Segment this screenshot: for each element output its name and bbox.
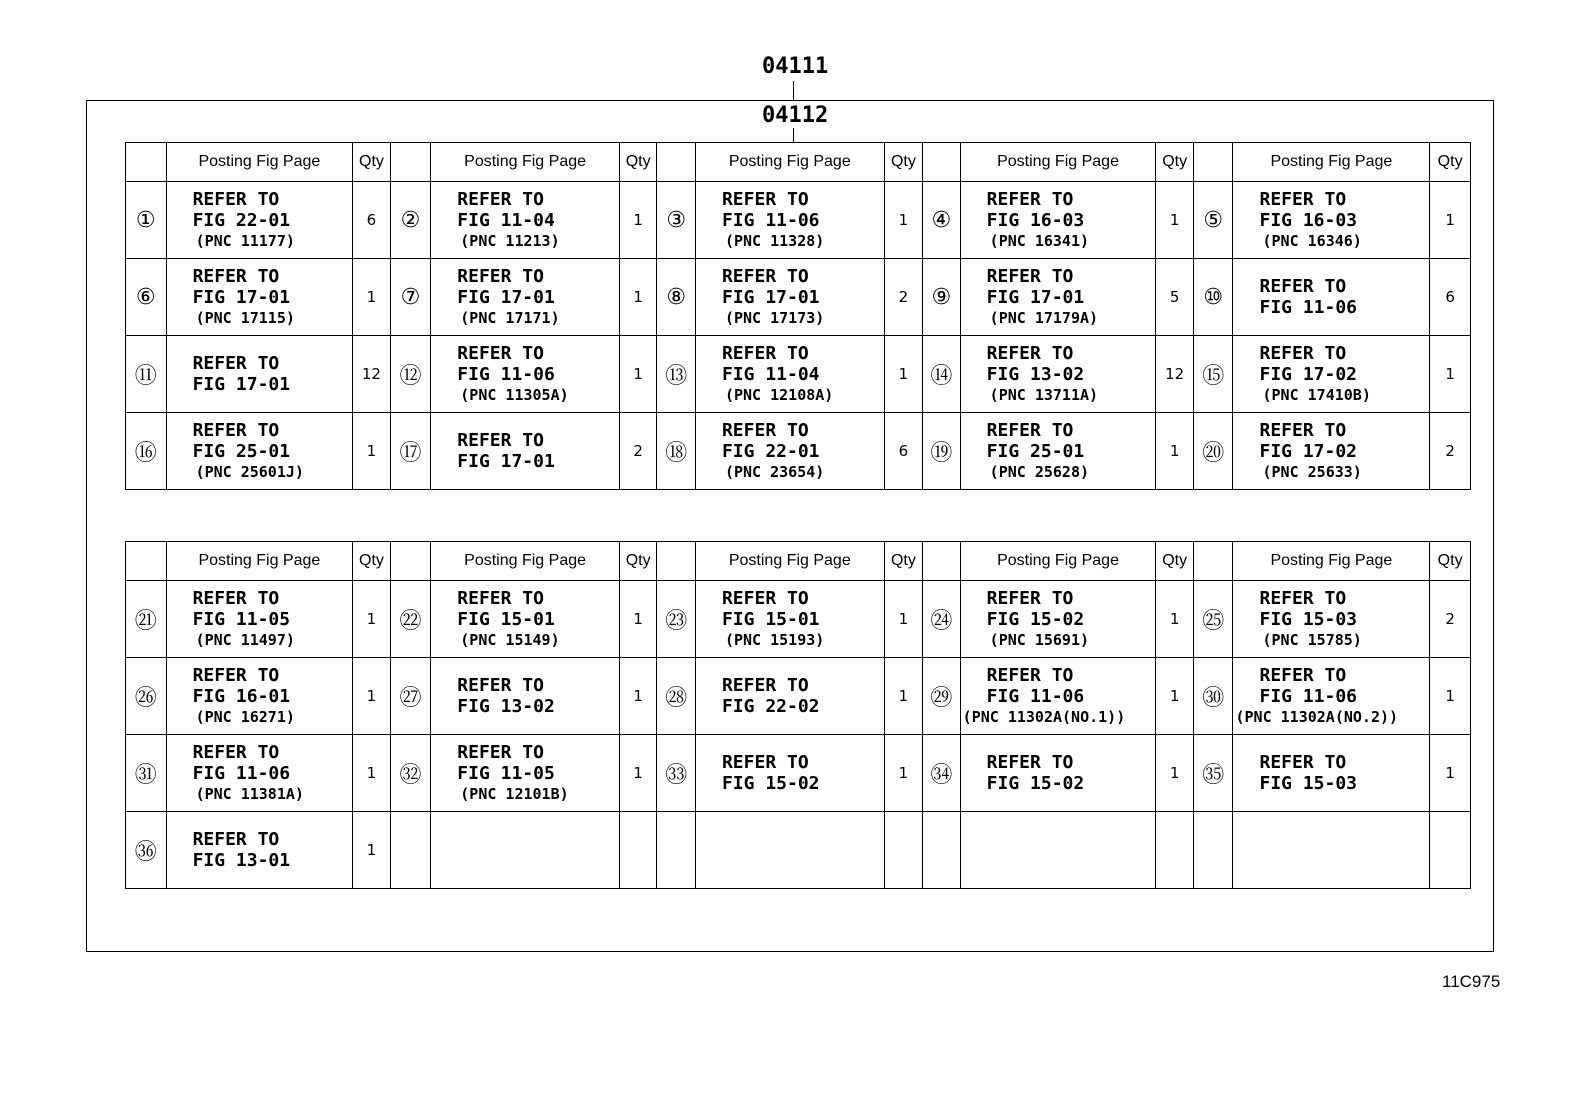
ref-number: ⑤ bbox=[1193, 182, 1233, 259]
refer-to-text: REFER TO bbox=[986, 266, 1074, 287]
qty-value: 5 bbox=[1156, 259, 1194, 336]
posting-fig-page bbox=[695, 259, 884, 336]
qty-value: 1 bbox=[619, 336, 657, 413]
table-row bbox=[126, 336, 1471, 413]
posting-fig-page bbox=[166, 581, 353, 658]
ref-number: ㉑ bbox=[126, 581, 167, 658]
fig-number: FIG 15-03 bbox=[1259, 609, 1358, 630]
header-ref-number bbox=[657, 143, 696, 182]
pnc-number: (PNC 16271) bbox=[195, 708, 295, 726]
pnc-number: (PNC 15691) bbox=[989, 631, 1090, 649]
leader-line-outer bbox=[793, 81, 794, 100]
ref-number: ㉔ bbox=[923, 581, 961, 658]
qty-value: 1 bbox=[1156, 413, 1194, 490]
posting-fig-page bbox=[166, 182, 353, 259]
ref-number: ㉚ bbox=[1193, 658, 1233, 735]
fig-number: FIG 17-02 bbox=[1259, 364, 1358, 385]
refer-to-text: REFER TO bbox=[192, 665, 280, 686]
fig-number: FIG 15-01 bbox=[721, 609, 820, 630]
header-ref-number bbox=[390, 542, 431, 581]
refer-to-text: REFER TO bbox=[721, 343, 809, 364]
refer-to-text: REFER TO bbox=[1259, 276, 1347, 297]
ref-number: ⑱ bbox=[657, 413, 696, 490]
header-posting-fig-page: Posting Fig Page bbox=[1233, 143, 1430, 182]
refer-to-text: REFER TO bbox=[1259, 752, 1347, 773]
refer-to-text: REFER TO bbox=[457, 343, 544, 364]
ref-number: ④ bbox=[923, 182, 961, 259]
ref-number bbox=[657, 812, 696, 889]
posting-fig-page bbox=[431, 413, 620, 490]
ref-number: ⑭ bbox=[923, 336, 961, 413]
fig-number: FIG 15-02 bbox=[986, 773, 1085, 794]
refer-to-text: REFER TO bbox=[986, 420, 1074, 441]
ref-number: ⑮ bbox=[1193, 336, 1233, 413]
fig-number: FIG 13-02 bbox=[986, 364, 1085, 385]
posting-fig-page bbox=[960, 581, 1156, 658]
ref-number: ⑨ bbox=[923, 259, 961, 336]
fig-number: FIG 11-06 bbox=[721, 210, 820, 231]
ref-number: ⑥ bbox=[126, 259, 167, 336]
ref-number: ㉞ bbox=[923, 735, 961, 812]
posting-fig-page bbox=[1233, 336, 1430, 413]
refer-to-text: REFER TO bbox=[1259, 665, 1347, 686]
refer-to-text: REFER TO bbox=[192, 353, 280, 374]
pnc-number: (PNC 11177) bbox=[195, 232, 295, 250]
ref-number: ㉒ bbox=[390, 581, 431, 658]
fig-number: FIG 15-02 bbox=[721, 773, 820, 794]
qty-value: 1 bbox=[1156, 735, 1194, 812]
fig-number: FIG 17-01 bbox=[457, 287, 555, 308]
header-posting-fig-page: Posting Fig Page bbox=[960, 143, 1156, 182]
pnc-number: (PNC 17171) bbox=[460, 309, 560, 327]
header-posting-fig-page: Posting Fig Page bbox=[166, 143, 353, 182]
fig-number: FIG 16-01 bbox=[192, 686, 291, 707]
qty-value: 1 bbox=[353, 735, 391, 812]
fig-number: FIG 16-03 bbox=[986, 210, 1085, 231]
ref-number: ⑩ bbox=[1193, 259, 1233, 336]
posting-fig-page bbox=[431, 658, 620, 735]
header-ref-number bbox=[1193, 143, 1233, 182]
refer-to-text: REFER TO bbox=[192, 189, 280, 210]
posting-fig-page bbox=[695, 182, 884, 259]
header-qty: Qty bbox=[1156, 542, 1194, 581]
header-qty: Qty bbox=[1156, 143, 1194, 182]
refer-to-text: REFER TO bbox=[986, 665, 1074, 686]
pnc-number: (PNC 23654) bbox=[724, 463, 825, 481]
table-row bbox=[126, 812, 1471, 889]
posting-fig-page bbox=[1233, 182, 1430, 259]
table-row bbox=[126, 581, 1471, 658]
refer-to-text: REFER TO bbox=[457, 266, 544, 287]
refer-to-text: REFER TO bbox=[721, 588, 809, 609]
qty-value: 1 bbox=[1430, 182, 1471, 259]
pnc-number: (PNC 11305A) bbox=[460, 386, 569, 404]
qty-value: 1 bbox=[1156, 658, 1194, 735]
ref-number: ⑧ bbox=[657, 259, 696, 336]
fig-number: FIG 11-06 bbox=[457, 364, 555, 385]
refer-to-text: REFER TO bbox=[192, 266, 280, 287]
posting-fig-page bbox=[960, 735, 1156, 812]
qty-value: 1 bbox=[619, 735, 657, 812]
header-qty: Qty bbox=[353, 542, 391, 581]
table-row bbox=[126, 413, 1471, 490]
posting-fig-page bbox=[431, 581, 620, 658]
pnc-number: (PNC 11302A(NO.2)) bbox=[1235, 708, 1399, 726]
refer-to-text: REFER TO bbox=[1259, 343, 1347, 364]
refer-to-text: REFER TO bbox=[986, 752, 1074, 773]
leader-line-inner bbox=[793, 128, 794, 142]
pnc-number: (PNC 25628) bbox=[989, 463, 1090, 481]
fig-number: FIG 17-01 bbox=[457, 451, 555, 472]
assembly-code-outer: 04111 bbox=[762, 54, 829, 79]
pnc-number: (PNC 12101B) bbox=[460, 785, 569, 803]
qty-value: 1 bbox=[353, 581, 391, 658]
ref-number: ㉟ bbox=[1193, 735, 1233, 812]
fig-number: FIG 25-01 bbox=[192, 441, 291, 462]
posting-fig-page bbox=[1233, 658, 1430, 735]
qty-value: 6 bbox=[884, 413, 923, 490]
posting-fig-page bbox=[431, 735, 620, 812]
posting-fig-page bbox=[431, 336, 620, 413]
posting-fig-page bbox=[960, 336, 1156, 413]
refer-to-text: REFER TO bbox=[192, 829, 280, 850]
posting-fig-page bbox=[166, 735, 353, 812]
posting-fig-page bbox=[695, 812, 884, 889]
qty-value: 1 bbox=[1430, 735, 1471, 812]
ref-number: ① bbox=[126, 182, 167, 259]
posting-fig-page bbox=[1233, 413, 1430, 490]
ref-number: ㉘ bbox=[657, 658, 696, 735]
fig-number: FIG 17-01 bbox=[192, 287, 291, 308]
ref-number: ② bbox=[390, 182, 431, 259]
ref-number: ㉓ bbox=[657, 581, 696, 658]
header-ref-number bbox=[126, 542, 167, 581]
fig-number: FIG 11-04 bbox=[721, 364, 820, 385]
pnc-number: (PNC 17173) bbox=[724, 309, 825, 327]
fig-number: FIG 25-01 bbox=[986, 441, 1085, 462]
qty-value: 1 bbox=[619, 182, 657, 259]
posting-fig-page bbox=[1233, 259, 1430, 336]
qty-value: 6 bbox=[1430, 259, 1471, 336]
header-qty: Qty bbox=[619, 143, 657, 182]
header-ref-number bbox=[657, 542, 696, 581]
pnc-number: (PNC 15193) bbox=[724, 631, 825, 649]
qty-value: 1 bbox=[619, 581, 657, 658]
ref-number: ⑯ bbox=[126, 413, 167, 490]
fig-number: FIG 17-02 bbox=[1259, 441, 1358, 462]
fig-number: FIG 22-01 bbox=[192, 210, 291, 231]
ref-number: ⑦ bbox=[390, 259, 431, 336]
ref-number: ③ bbox=[657, 182, 696, 259]
fig-number: FIG 15-03 bbox=[1259, 773, 1358, 794]
posting-fig-page bbox=[695, 581, 884, 658]
ref-number bbox=[390, 812, 431, 889]
fig-number: FIG 15-02 bbox=[986, 609, 1085, 630]
refer-to-text: REFER TO bbox=[1259, 588, 1347, 609]
pnc-number: (PNC 17115) bbox=[195, 309, 295, 327]
ref-number: ㉜ bbox=[390, 735, 431, 812]
header-posting-fig-page: Posting Fig Page bbox=[695, 143, 884, 182]
pnc-number: (PNC 16346) bbox=[1262, 232, 1362, 250]
pnc-number: (PNC 11213) bbox=[460, 232, 560, 250]
header-posting-fig-page: Posting Fig Page bbox=[695, 542, 884, 581]
qty-value: 1 bbox=[353, 812, 391, 889]
fig-number: FIG 22-01 bbox=[721, 441, 820, 462]
refer-to-text: REFER TO bbox=[457, 588, 544, 609]
posting-fig-page bbox=[166, 259, 353, 336]
header-posting-fig-page: Posting Fig Page bbox=[431, 542, 620, 581]
header-ref-number bbox=[390, 143, 431, 182]
refer-to-text: REFER TO bbox=[986, 189, 1074, 210]
posting-fig-page bbox=[431, 182, 620, 259]
posting-fig-page bbox=[960, 658, 1156, 735]
refer-to-text: REFER TO bbox=[457, 675, 544, 696]
header-ref-number bbox=[923, 542, 961, 581]
header-qty: Qty bbox=[1430, 143, 1471, 182]
header-ref-number bbox=[1193, 542, 1233, 581]
posting-fig-page bbox=[431, 812, 620, 889]
fig-number: FIG 13-01 bbox=[192, 850, 291, 871]
ref-number: ㉝ bbox=[657, 735, 696, 812]
posting-fig-page bbox=[166, 812, 353, 889]
pnc-number: (PNC 25601J) bbox=[195, 463, 304, 481]
pnc-number: (PNC 25633) bbox=[1262, 463, 1362, 481]
fig-number: FIG 17-01 bbox=[721, 287, 820, 308]
refer-to-text: REFER TO bbox=[457, 430, 544, 451]
ref-number: ⑰ bbox=[390, 413, 431, 490]
fig-number: FIG 11-06 bbox=[1259, 686, 1358, 707]
ref-number: ⑪ bbox=[126, 336, 167, 413]
qty-value: 1 bbox=[619, 658, 657, 735]
qty-value: 1 bbox=[1430, 658, 1471, 735]
posting-fig-page bbox=[695, 735, 884, 812]
fig-number: FIG 11-05 bbox=[192, 609, 291, 630]
posting-fig-page bbox=[431, 259, 620, 336]
qty-value bbox=[1430, 812, 1471, 889]
header-qty: Qty bbox=[353, 143, 391, 182]
refer-to-text: REFER TO bbox=[721, 189, 809, 210]
qty-value: 1 bbox=[884, 581, 923, 658]
header-ref-number bbox=[126, 143, 167, 182]
posting-fig-page bbox=[1233, 735, 1430, 812]
ref-number: ⑳ bbox=[1193, 413, 1233, 490]
pnc-number: (PNC 12108A) bbox=[724, 386, 834, 404]
pnc-number: (PNC 11497) bbox=[195, 631, 295, 649]
pnc-number: (PNC 15785) bbox=[1262, 631, 1362, 649]
header-posting-fig-page: Posting Fig Page bbox=[960, 542, 1156, 581]
fig-number: FIG 16-03 bbox=[1259, 210, 1358, 231]
table-row bbox=[126, 259, 1471, 336]
posting-fig-page bbox=[166, 336, 353, 413]
pnc-number: (PNC 17410B) bbox=[1262, 386, 1371, 404]
refer-to-text: REFER TO bbox=[192, 420, 280, 441]
pnc-number: (PNC 11328) bbox=[724, 232, 825, 250]
pnc-number: (PNC 15149) bbox=[460, 631, 560, 649]
header-posting-fig-page: Posting Fig Page bbox=[1233, 542, 1430, 581]
qty-value: 1 bbox=[353, 259, 391, 336]
header-posting-fig-page: Posting Fig Page bbox=[431, 143, 620, 182]
table-row bbox=[126, 182, 1471, 259]
header-posting-fig-page: Posting Fig Page bbox=[166, 542, 353, 581]
qty-value: 12 bbox=[353, 336, 391, 413]
illustration-code: 11C975 bbox=[1442, 972, 1501, 991]
fig-number: FIG 17-01 bbox=[986, 287, 1085, 308]
refer-to-text: REFER TO bbox=[1259, 420, 1347, 441]
posting-fig-page bbox=[166, 658, 353, 735]
pnc-number: (PNC 11381A) bbox=[195, 785, 304, 803]
fig-number: FIG 17-01 bbox=[192, 374, 291, 395]
refer-to-text: REFER TO bbox=[1259, 189, 1347, 210]
ref-number: ㉕ bbox=[1193, 581, 1233, 658]
qty-value: 1 bbox=[619, 259, 657, 336]
ref-number: ⑲ bbox=[923, 413, 961, 490]
ref-number: ⑫ bbox=[390, 336, 431, 413]
ref-number: ㉗ bbox=[390, 658, 431, 735]
fig-number: FIG 15-01 bbox=[457, 609, 555, 630]
header-qty: Qty bbox=[884, 143, 923, 182]
ref-number: ㉛ bbox=[126, 735, 167, 812]
pnc-number: (PNC 16341) bbox=[989, 232, 1090, 250]
posting-fig-page bbox=[695, 658, 884, 735]
qty-value bbox=[619, 812, 657, 889]
qty-value bbox=[1156, 812, 1194, 889]
qty-value: 1 bbox=[353, 658, 391, 735]
qty-value: 12 bbox=[1156, 336, 1194, 413]
qty-value: 1 bbox=[884, 182, 923, 259]
refer-to-text: REFER TO bbox=[721, 752, 809, 773]
qty-value: 1 bbox=[353, 413, 391, 490]
posting-fig-page bbox=[695, 413, 884, 490]
fig-number: FIG 11-06 bbox=[986, 686, 1085, 707]
ref-number: ㉖ bbox=[126, 658, 167, 735]
qty-value: 1 bbox=[1156, 581, 1194, 658]
fig-number: FIG 22-02 bbox=[721, 696, 820, 717]
refer-to-text: REFER TO bbox=[457, 189, 544, 210]
posting-fig-page bbox=[695, 336, 884, 413]
ref-number bbox=[923, 812, 961, 889]
pnc-number: (PNC 13711A) bbox=[989, 386, 1099, 404]
header-qty: Qty bbox=[619, 542, 657, 581]
pnc-number: (PNC 11302A(NO.1)) bbox=[962, 708, 1126, 726]
pnc-number: (PNC 17179A) bbox=[989, 309, 1099, 327]
fig-number: FIG 11-04 bbox=[457, 210, 555, 231]
qty-value bbox=[884, 812, 923, 889]
qty-value: 6 bbox=[353, 182, 391, 259]
fig-number: FIG 13-02 bbox=[457, 696, 555, 717]
posting-fig-page bbox=[1233, 581, 1430, 658]
table-row bbox=[126, 735, 1471, 812]
upper-parts-table bbox=[125, 142, 1471, 490]
posting-fig-page bbox=[960, 413, 1156, 490]
header-ref-number bbox=[923, 143, 961, 182]
assembly-code-inner: 04112 bbox=[762, 103, 829, 128]
refer-to-text: REFER TO bbox=[192, 588, 280, 609]
refer-to-text: REFER TO bbox=[986, 588, 1074, 609]
refer-to-text: REFER TO bbox=[721, 675, 809, 696]
posting-fig-page bbox=[1233, 812, 1430, 889]
qty-value: 2 bbox=[884, 259, 923, 336]
qty-value: 1 bbox=[1156, 182, 1194, 259]
ref-number: ⑬ bbox=[657, 336, 696, 413]
posting-fig-page bbox=[960, 182, 1156, 259]
qty-value: 2 bbox=[619, 413, 657, 490]
ref-number: ㊱ bbox=[126, 812, 167, 889]
qty-value: 1 bbox=[884, 336, 923, 413]
table-row bbox=[126, 658, 1471, 735]
fig-number: FIG 11-05 bbox=[457, 763, 555, 784]
qty-value: 2 bbox=[1430, 581, 1471, 658]
refer-to-text: REFER TO bbox=[457, 742, 544, 763]
refer-to-text: REFER TO bbox=[192, 742, 280, 763]
qty-value: 1 bbox=[1430, 336, 1471, 413]
lower-parts-table bbox=[125, 541, 1471, 889]
posting-fig-page bbox=[960, 812, 1156, 889]
header-qty: Qty bbox=[1430, 542, 1471, 581]
header-qty: Qty bbox=[884, 542, 923, 581]
posting-fig-page bbox=[166, 413, 353, 490]
refer-to-text: REFER TO bbox=[721, 266, 809, 287]
qty-value: 2 bbox=[1430, 413, 1471, 490]
ref-number bbox=[1193, 812, 1233, 889]
fig-number: FIG 11-06 bbox=[1259, 297, 1358, 318]
qty-value: 1 bbox=[884, 658, 923, 735]
fig-number: FIG 11-06 bbox=[192, 763, 291, 784]
refer-to-text: REFER TO bbox=[986, 343, 1074, 364]
qty-value: 1 bbox=[884, 735, 923, 812]
posting-fig-page bbox=[960, 259, 1156, 336]
ref-number: ㉙ bbox=[923, 658, 961, 735]
refer-to-text: REFER TO bbox=[721, 420, 809, 441]
